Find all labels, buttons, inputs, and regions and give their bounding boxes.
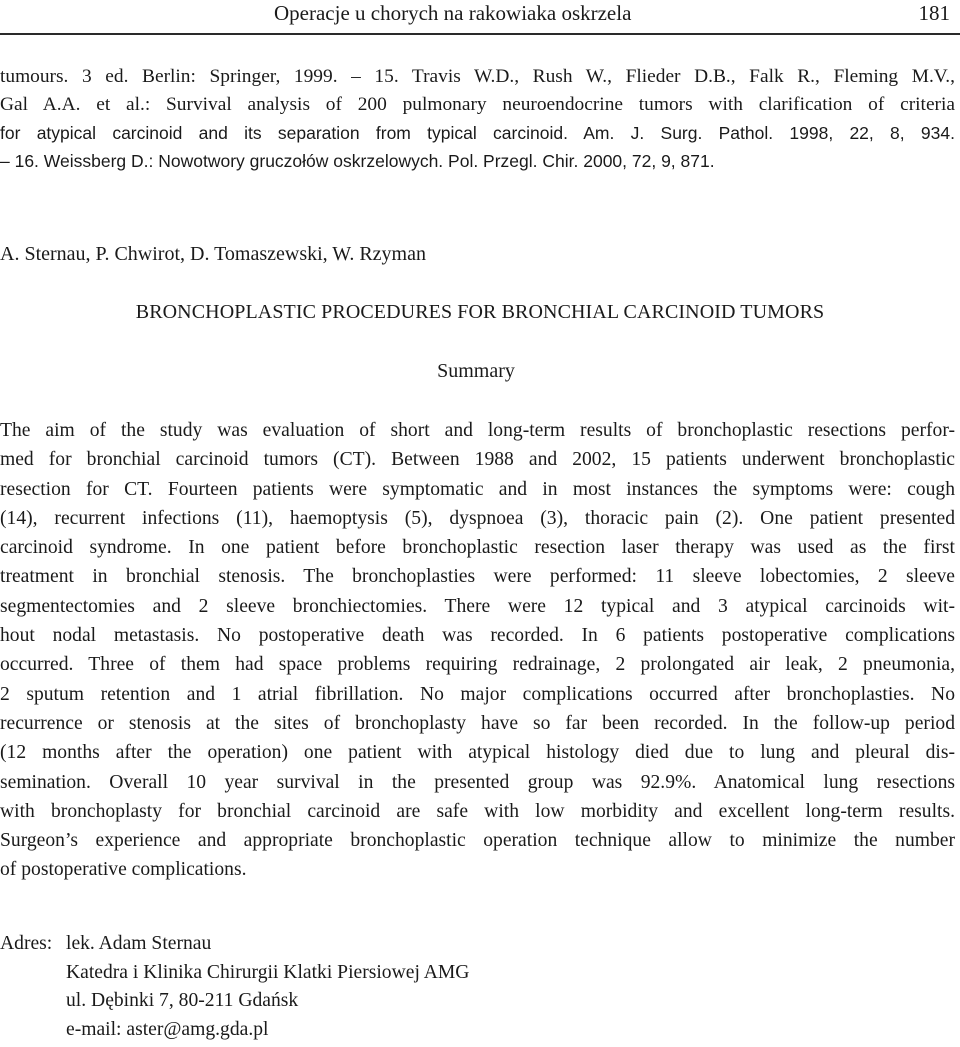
- abstract-line: The aim of the study was evaluation of short and long-term results of bronchoplastic resections perfor-: [0, 420, 955, 441]
- abstract-line: (14), recurrent infections (11), haemoptysis (5), dyspnoea (3), thoracic pain (2). One patient presented: [0, 507, 955, 529]
- header-rule: [0, 33, 960, 35]
- abstract-line: (12 months after the operation) one patient with atypical histology died due to lung and pleural dis-: [0, 742, 955, 764]
- address-email: e-mail: aster@amg.gda.pl: [66, 1018, 269, 1040]
- address-line: ul. Dębinki 7, 80-211 Gdańsk: [66, 990, 299, 1011]
- running-header: [0, 0, 960, 30]
- abstract-line: with bronchoplasty for bronchial carcinoid are safe with low morbidity and excellent long-term results.: [0, 800, 955, 822]
- abstract-line: semination. Overall 10 year survival in the presented group was 92.9%. Anatomical lung resections: [0, 771, 955, 793]
- abstract-line: carcinoid syndrome. In one patient before bronchoplastic resection laser therapy was used as the first: [0, 537, 955, 559]
- reference-line: tumours. 3 ed. Berlin: Springer, 1999. – 15. Travis W.D., Rush W., Flieder D.B., Falk R., Fleming M.V.,: [0, 66, 955, 87]
- reference-line: Gal A.A. et al.: Survival analysis of 200 pulmonary neuroendocrine tumors with clarification of criteria: [0, 94, 955, 115]
- running-title: Operacje u chorych na rakowiaka oskrzela: [274, 1, 632, 25]
- reference-line: for atypical carcinoid and its separation from typical carcinoid. Am. J. Surg. Pathol. 1998, 22, 8, 934.: [0, 123, 955, 143]
- page-number: 181: [918, 1, 950, 25]
- abstract-line: resection for CT. Fourteen patients were symptomatic and in most instances the symptoms were: cough: [0, 478, 955, 500]
- abstract-line: recurrence or stenosis at the sites of bronchoplasty have so far been recorded. In the follow-up period: [0, 712, 955, 734]
- address-line: Katedra i Klinika Chirurgii Klatki Piersiowej AMG: [66, 961, 470, 983]
- abstract-line: segmentectomies and 2 sleeve bronchiectomies. There were 12 typical and 3 atypical carcinoids wit-: [0, 595, 955, 617]
- abstract-line: hout nodal metastasis. No postoperative death was recorded. In 6 patients postoperative complications: [0, 625, 955, 647]
- abstract-line: Surgeon’s experience and appropriate bronchoplastic operation technique allow to minimize the number: [0, 830, 955, 852]
- abstract-line: occurred. Three of them had space problems requiring redrainage, 2 prolongated air leak, 2 pneumonia,: [0, 654, 955, 676]
- abstract-line: med for bronchial carcinoid tumors (CT). Between 1988 and 2002, 15 patients underwent bronchoplastic: [0, 449, 955, 471]
- abstract-text: [0, 416, 955, 885]
- reference-line: – 16. Weissberg D.: Nowotwory gruczołów oskrzelowych. Pol. Przegl. Chir. 2000, 72, 9, 871.: [0, 151, 715, 171]
- summary-heading: Summary: [437, 360, 515, 382]
- address-name: lek. Adam Sternau: [66, 933, 212, 954]
- abstract-line: of postoperative complications.: [0, 859, 247, 881]
- article-title: BRONCHOPLASTIC PROCEDURES FOR BRONCHIAL CARCINOID TUMORS: [135, 301, 825, 323]
- abstract-line: treatment in bronchial stenosis. The bronchoplasties were performed: 11 sleeve lobectomies, 2 sleeve: [0, 566, 955, 588]
- references-continued: [0, 63, 955, 175]
- abstract-line: 2 sputum retention and 1 atrial fibrillation. No major complications occurred after bronchoplasties. No: [0, 683, 955, 705]
- article-authors: A. Sternau, P. Chwirot, D. Tomaszewski, W. Rzyman: [0, 243, 426, 265]
- address-label: Adres:: [0, 933, 53, 954]
